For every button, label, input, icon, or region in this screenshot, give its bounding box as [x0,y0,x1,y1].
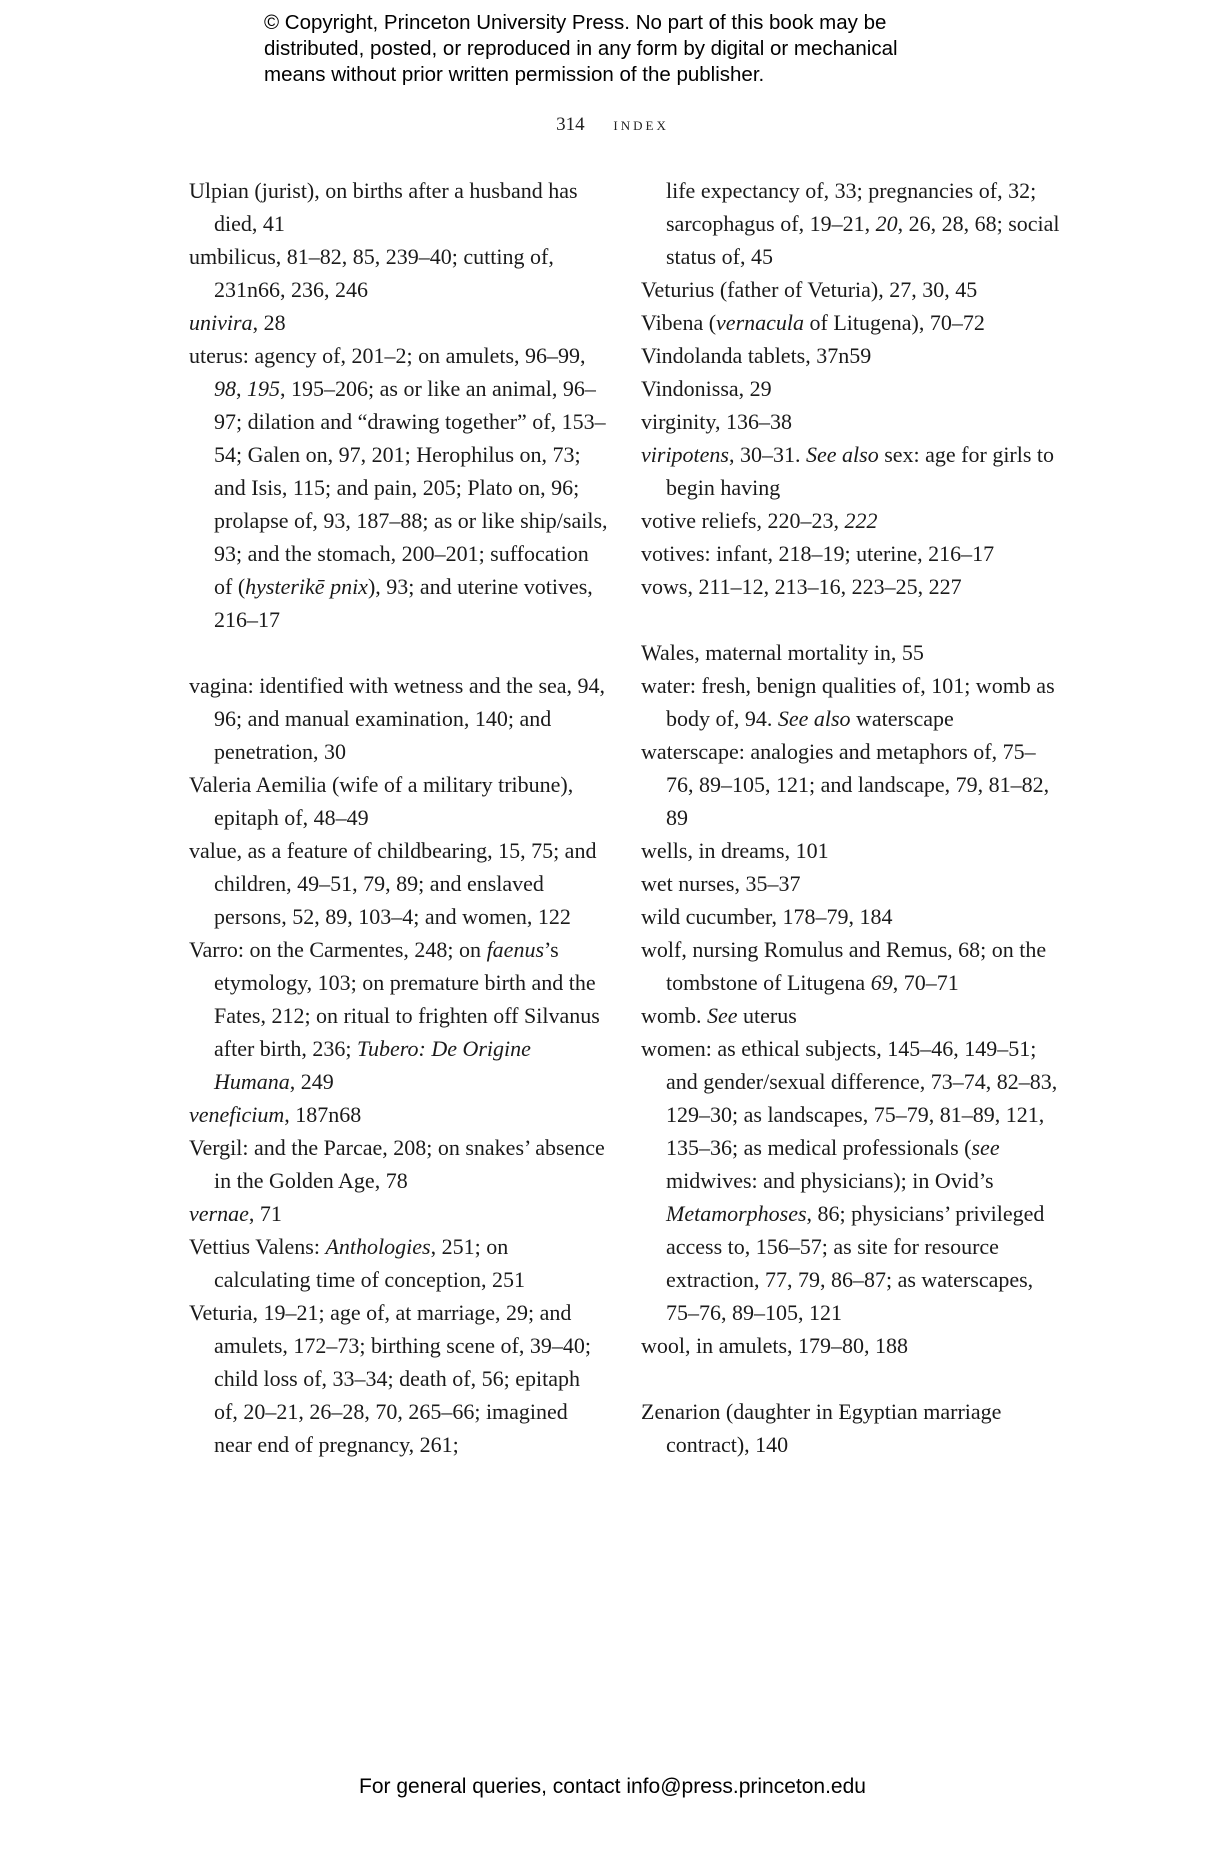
letter-group-gap [641,1362,1061,1395]
index-entry: votive reliefs, 220–23, 222 [641,508,878,533]
copyright-notice [264,10,1024,88]
index-entry: wells, in dreams, 101 [641,838,829,863]
index-entry: Vibena (vernacula of Litugena), 70–72 [641,310,985,335]
index-column-left [189,174,609,1461]
section-title: index [613,114,669,135]
index-entry: Zenarion (daughter in Egyptian marriage contract), 140 [641,1399,1002,1457]
index-entry: Vindolanda tablets, 37n59 [641,343,872,368]
index-column-right [641,174,1061,1461]
index-entry: Vettius Valens: Anthologies, 251; on calculating time of conception, 251 [189,1234,525,1292]
letter-group-gap [189,636,609,669]
index-entry: Vindonissa, 29 [641,376,772,401]
running-head [0,114,1225,136]
index-entry: vernae, 71 [189,1201,282,1226]
index-entry: women: as ethical subjects, 145–46, 149–51; and gender/sexual difference, 73–74, 82–83, 129–30; as landscapes, 75–79, 81–89, 121, 135–36; as medical professionals (see midwives: and physicians); in Ovid’s Metamorphoses, 86; physicians’ privileged access to, 156–57; as site for resource extraction, 77, 79, 86–87; as waterscapes, 75–76, 89–105, 121 [641,1036,1058,1325]
copyright-line: distributed, posted, or reproduced in any form by digital or mechanical [264,37,898,60]
index-entry: vows, 211–12, 213–16, 223–25, 227 [641,574,962,599]
index-entry: waterscape: analogies and metaphors of, 75–76, 89–105, 121; and landscape, 79, 81–82, 89 [641,739,1050,830]
index-entry: life expectancy of, 33; pregnancies of, 32; sarcophagus of, 19–21, 20, 26, 28, 68; social status of, 45 [666,178,1060,269]
index-entry: Wales, maternal mortality in, 55 [641,640,924,665]
index-entry: vagina: identified with wetness and the sea, 94, 96; and manual examination, 140; and penetration, 30 [189,673,606,764]
index-entry: virginity, 136–38 [641,409,792,434]
index-entry: uterus: agency of, 201–2; on amulets, 96–99, 98, 195, 195–206; as or like an animal, 96–97; dilation and “drawing together” of, 153–54; Galen on, 97, 201; Herophilus on, 73; and Isis, 115; and pain, 205; Plato on, 96; prolapse of, 93, 187–88; as or like ship/sails, 93; and the stomach, 200–201; suffocation of (hysterikē pnix), 93; and uterine votives, 216–17 [189,343,608,632]
page-number: 314 [556,114,585,135]
index-entry: value, as a feature of childbearing, 15, 75; and children, 49–51, 79, 89; and enslaved persons, 52, 89, 103–4; and women, 122 [189,838,597,929]
index-entry: wet nurses, 35–37 [641,871,801,896]
index-entry: Valeria Aemilia (wife of a military tribune), epitaph of, 48–49 [189,772,574,830]
index-entry: Vergil: and the Parcae, 208; on snakes’ absence in the Golden Age, 78 [189,1135,605,1193]
index-entry: Ulpian (jurist), on births after a husband has died, 41 [189,178,578,236]
index-entry: wild cucumber, 178–79, 184 [641,904,893,929]
index-entry: Veturius (father of Veturia), 27, 30, 45 [641,277,978,302]
footer-contact: For general queries, contact info@press.princeton.edu [359,1775,866,1798]
index-entry: Veturia, 19–21; age of, at marriage, 29; and amulets, 172–73; birthing scene of, 39–40; child loss of, 33–34; death of, 56; epitaph of, 20–21, 26–28, 70, 265–66; imagined near end of pregnancy, 261; [189,1300,591,1457]
index-entry: univira, 28 [189,310,286,335]
index-entry: womb. See uterus [641,1003,797,1028]
index-entry: wolf, nursing Romulus and Remus, 68; on the tombstone of Litugena 69, 70–71 [641,937,1047,995]
index-entry: wool, in amulets, 179–80, 188 [641,1333,909,1358]
copyright-line: © Copyright, Princeton University Press. No part of this book may be [264,11,887,34]
copyright-line: means without prior written permission of the publisher. [264,63,765,86]
letter-group-gap [641,603,1061,636]
index-entry: umbilicus, 81–82, 85, 239–40; cutting of, 231n66, 236, 246 [189,244,554,302]
index-entry: votives: infant, 218–19; uterine, 216–17 [641,541,995,566]
index-entry: Varro: on the Carmentes, 248; on faenus’s etymology, 103; on premature birth and the Fates, 212; on ritual to frighten off Silvanus after birth, 236; Tubero: De Origine Humana, 249 [189,937,600,1094]
index-entry: veneficium, 187n68 [189,1102,362,1127]
index-entry: water: fresh, benign qualities of, 101; womb as body of, 94. See also waterscape [641,673,1055,731]
index-entry: viripotens, 30–31. See also sex: age for girls to begin having [641,442,1055,500]
